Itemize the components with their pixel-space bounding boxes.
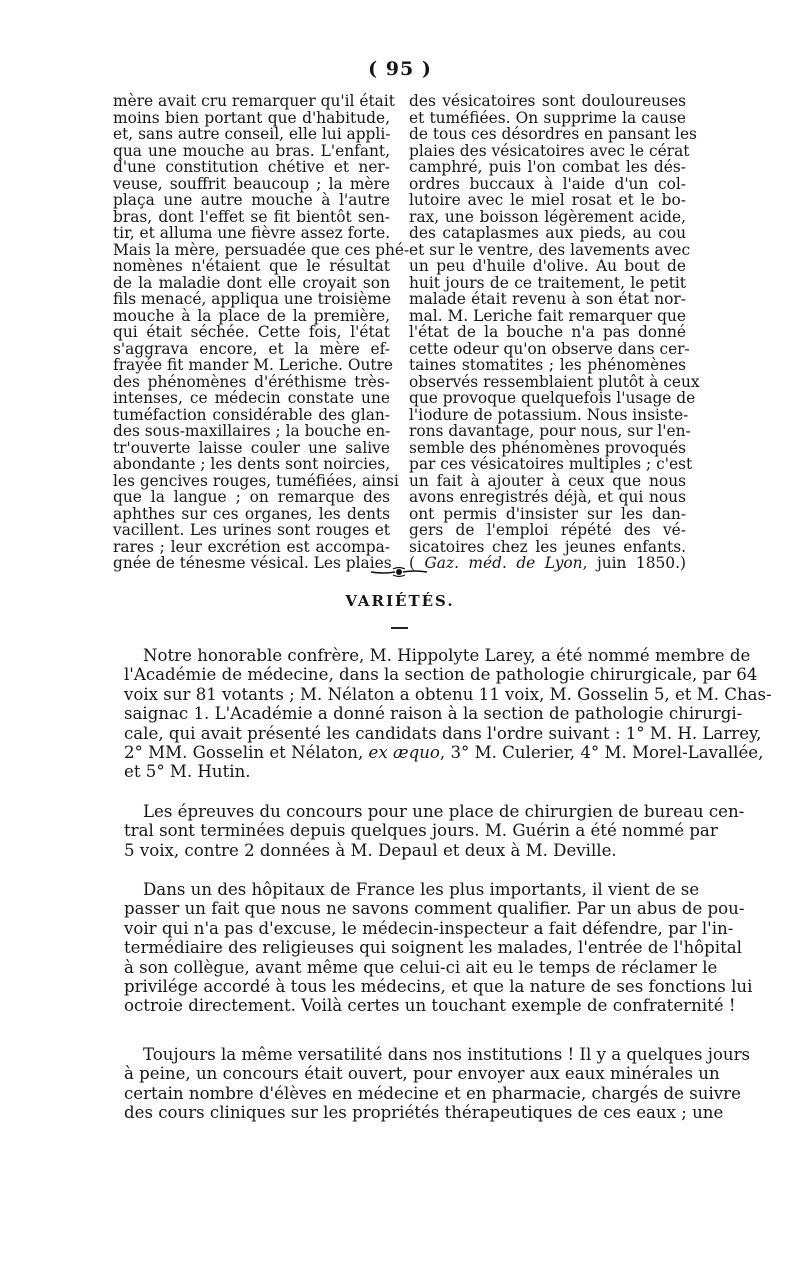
line-start: 2° MM. Gosselin et Nélaton, [124,743,364,763]
text-line: l'iodure de potassium. Nous insiste- [409,405,689,424]
text-line: les gencives rouges, tuméfiées, ainsi [113,471,399,490]
text-line: veuse, souffrit beaucoup ; la mère [113,174,390,193]
section-title: VARIÉTÉS. [345,592,455,610]
text-line: observés ressemblaient plutôt à ceux [409,372,700,391]
text-line: semble des phénomènes provoqués [409,438,686,457]
text-line: gers de l'emploi répété des vé- [409,521,686,539]
text-line [124,743,764,763]
text-line: plaça une autre mouche à l'autre [113,191,390,209]
text-line: intenses, ce médecin constate une [113,389,390,407]
ex-aequo: ex æquo [368,743,440,763]
left-column [113,92,410,572]
text-line: Les épreuves du concours pour une place de chirurgien de bureau cen- [143,802,745,821]
text-line: abondante ; les dents sont noircies, [113,455,391,473]
paragraph-academie [124,646,772,782]
text-line: huit jours de ce traitement, le petit [409,273,686,292]
text-line: que la langue ; on remarque des [113,488,390,506]
text-line: fils menacé, appliqua une troisième [113,290,392,308]
text-line: privilége accordé à tous les médecins, et que la nature de ses fonctions lui [124,977,753,997]
text-line: rares ; leur excrétion est accompa- [113,537,390,556]
text-line: tral sont terminées depuis quelques jours. M. Guérin a été nommé par [124,821,718,841]
right-column [409,92,700,572]
citation-open: ( [409,554,425,572]
text-line: et 5° M. Hutin. [124,762,251,782]
text-line: mal. M. Leriche fait remarquer que [409,306,686,325]
text-line: que provoque quelquefois l'usage de [409,389,696,407]
text-line: Toujours la même versatilité dans nos institutions ! Il y a quelques jours [143,1045,751,1064]
text-line: avons enregistrés déjà, et qui nous [409,488,686,506]
text-line: octroie directement. Voilà certes un touchant exemple de confraternité ! [124,996,736,1016]
text-line: nomènes n'étaient que le résultat [113,257,390,275]
text-line: à peine, un concours était ouvert, pour envoyer aux eaux minérales un [124,1064,720,1084]
text-line: de la maladie dont elle croyait son [113,273,390,292]
text-line: et sur le ventre, des lavements avec [409,240,691,259]
text-line: tr'ouverte laisse couler une salive [113,438,390,457]
text-line: des cours cliniques sur les propriétés thérapeutiques de ces eaux ; une [124,1103,724,1123]
text-line: s'aggrava encore, et la mère ef- [113,339,390,358]
text-line: Notre honorable confrère, M. Hippolyte Larey, a été nommé membre de [143,646,751,665]
text-line: un peu d'huile d'olive. Au bout de [409,257,686,275]
text-line: à son collègue, avant même que celui-ci ait eu le temps de réclamer le [124,957,718,977]
text-line: plaies des vésicatoires avec le cérat [409,141,690,160]
text-line: un fait à ajouter à ceux que nous [409,471,686,490]
text-line: qui était séchée. Cette fois, l'état [113,323,390,341]
ornament-divider-icon [369,566,429,578]
text-line: termédiaire des religieuses qui soignent les malades, l'entrée de l'hôpital [124,938,742,958]
text-line: des cataplasmes aux pieds, au cou [409,224,686,242]
text-line: mère avait cru remarquer qu'il était [113,92,395,110]
text-line: sicatoires chez les jeunes enfants. [409,537,686,556]
citation-rest: , juin 1850.) [582,554,686,572]
text-line: certain nombre d'élèves en médecine et en pharmacie, chargés de suivre [124,1083,741,1103]
line-end: , 3° M. Culerier, 4° M. Morel-Lavallée, [439,743,764,763]
text-line: et tuméfiées. On supprime la cause [409,108,686,127]
citation-source: Gaz. méd. de Lyon [424,554,583,572]
text-line: saignac 1. L'Académie a donné raison à la section de pathologie chirurgi- [124,704,743,724]
text-line: frayée fit mander M. Leriche. Outre [113,356,394,374]
text-line: aphthes sur ces organes, les dents [113,504,390,523]
text-line: rons davantage, pour nous, sur l'en- [409,422,691,440]
text-line: Dans un des hôpitaux de France les plus importants, il vient de se [143,880,700,899]
text-line: des vésicatoires sont douloureuses [409,92,686,110]
text-line: moins bien portant que d'habitude, [113,108,390,127]
paragraph-hopitaux [124,880,753,1016]
paragraph-versatilite [124,1045,751,1123]
text-line: taines stomatites ; les phénomènes [409,356,686,374]
text-line: voix sur 81 votants ; M. Nélaton a obtenu 11 voix, M. Gosselin 5, et M. Chas- [124,684,772,704]
text-line: cale, qui avait présenté les candidats dans l'ordre suivant : 1° M. H. Larrey, [124,723,762,743]
text-line: tuméfaction considérable des glan- [113,405,390,424]
text-line: passer un fait que nous ne savons comment qualifier. Par un abus de pou- [124,899,745,919]
text-line: bras, dont l'effet se fit bientôt sen- [113,207,390,226]
text-line: voir qui n'a pas d'excuse, le médecin-inspecteur a fait défendre, par l'in- [124,918,734,938]
text-line: des sous-maxillaires ; la bouche en- [113,422,391,440]
text-line: ordres buccaux à l'aide d'un col- [409,174,686,193]
text-line: et, sans autre conseil, elle lui appli- [113,125,391,143]
text-line: rax, une boisson légèrement acide, [409,207,686,226]
text-line: vacillent. Les urines sont rouges et [113,521,390,539]
text-line: des phénomènes d'éréthisme très- [113,372,390,391]
text-line: l'état de la bouche n'a pas donné [409,323,686,341]
text-line: gnée de ténesme vésical. Les plaies [113,554,392,572]
text-line: lutoire avec le miel rosat et le bo- [409,191,686,209]
text-line: par ces vésicatoires multiples ; c'est [409,455,693,473]
short-rule [391,627,408,629]
page-number: ( 95 ) [368,58,432,80]
text-line: qua une mouche au bras. L'enfant, [113,141,390,160]
paragraph-concours [124,802,745,860]
citation-line [409,555,686,572]
text-line: Mais la mère, persuadée que ces phé- [113,240,410,259]
text-line: cette odeur qu'on observe dans cer- [409,339,690,358]
text-line: ont permis d'insister sur les dan- [409,504,686,523]
text-line: tir, et alluma une fièvre assez forte. [113,224,391,242]
text-line: 5 voix, contre 2 données à M. Depaul et deux à M. Deville. [124,840,617,860]
text-line: mouche à la place de la première, [113,306,390,325]
text-line: malade était revenu à son état nor- [409,290,686,308]
text-line: de tous ces désordres en pansant les [409,125,697,143]
text-line: camphré, puis l'on combat les dés- [409,158,686,176]
text-line: l'Académie de médecine, dans la section de pathologie chirurgicale, par 64 [124,665,758,685]
text-line: d'une constitution chétive et ner- [113,158,390,176]
